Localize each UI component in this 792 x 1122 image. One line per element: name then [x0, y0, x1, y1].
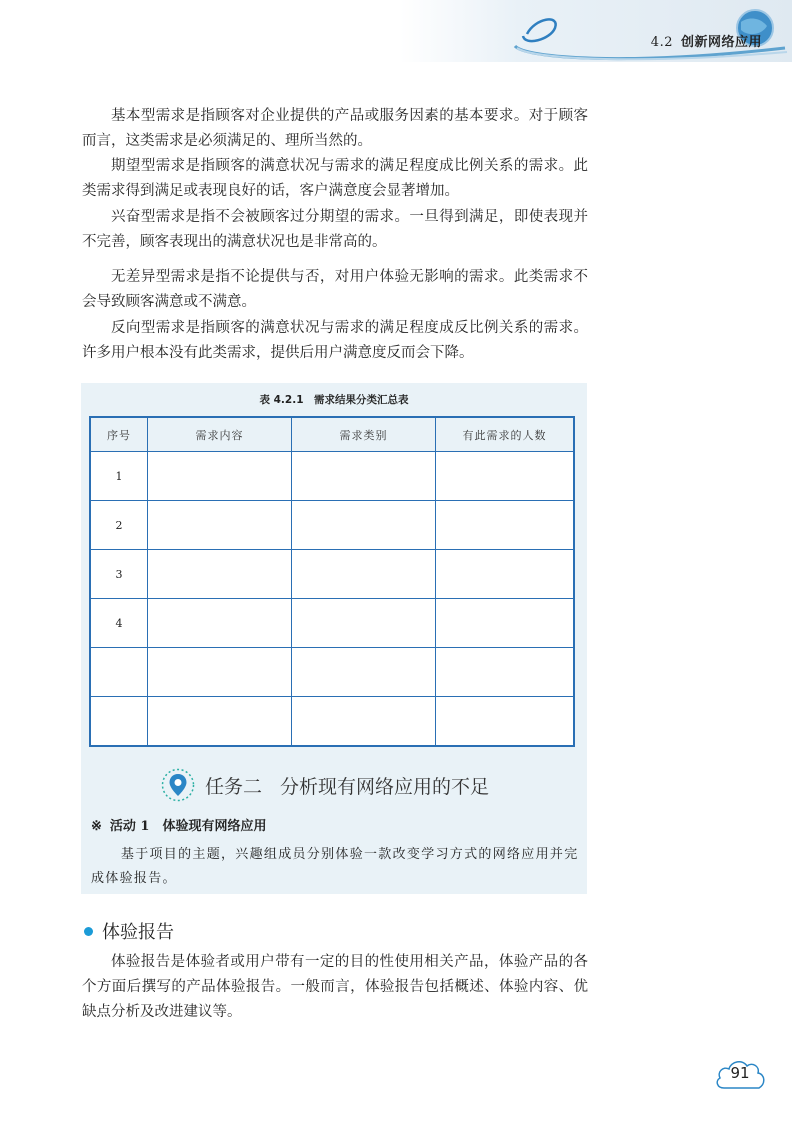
table-cell[interactable] — [148, 599, 292, 648]
table-cell: 1 — [90, 452, 148, 501]
paragraph-expected-need: 期望型需求是指顾客的满意状况与需求的满足程度成比例关系的需求。此类需求得到满足或表现良好的话，客户满意度会显著增加。 — [82, 158, 588, 199]
table-cell[interactable] — [292, 452, 436, 501]
section-heading — [84, 918, 174, 944]
table-cell[interactable] — [436, 452, 575, 501]
activity-heading — [91, 815, 266, 834]
activity-title: 活动 1 体验现有网络应用 — [109, 819, 267, 834]
table-cell[interactable] — [436, 697, 575, 747]
paragraph-exciting-need: 兴奋型需求是指不会被顾客过分期望的需求。一旦得到满足，即使表现并不完善，顾客表现出的满意状况也是非常高的。 — [82, 209, 588, 250]
table-cell[interactable] — [292, 599, 436, 648]
table-header-cell: 有此需求的人数 — [436, 417, 575, 452]
table-cell: 2 — [90, 501, 148, 550]
table-row — [90, 550, 574, 599]
table-row — [90, 452, 574, 501]
task-label: 任务二 — [205, 775, 263, 798]
table-cell[interactable] — [292, 550, 436, 599]
table-cell[interactable] — [292, 501, 436, 550]
running-header — [651, 31, 762, 50]
table-cell — [90, 697, 148, 747]
header-section-number: 4.2 — [650, 35, 673, 50]
reference-mark: ※ — [91, 819, 102, 834]
header-section-title: 创新网络应用 — [680, 35, 762, 50]
task-panel — [81, 383, 587, 894]
table-cell: 3 — [90, 550, 148, 599]
table-cell[interactable] — [148, 697, 292, 747]
table-cell[interactable] — [292, 697, 436, 747]
table-header-cell: 需求内容 — [148, 417, 292, 452]
paragraph-basic-need: 基本型需求是指顾客对企业提供的产品或服务因素的基本要求。对于顾客而言，这类需求是必须满足的、理所当然的。 — [82, 108, 588, 149]
table-row — [90, 697, 574, 747]
table-header-row — [90, 417, 574, 452]
table-cell[interactable] — [436, 550, 575, 599]
table-cell[interactable] — [148, 648, 292, 697]
table-row — [90, 648, 574, 697]
requirements-table — [89, 416, 575, 747]
table-cell[interactable] — [436, 599, 575, 648]
table-cell[interactable] — [148, 452, 292, 501]
table-cell[interactable] — [292, 648, 436, 697]
page-number-badge — [712, 1054, 768, 1092]
table-header-cell: 需求类别 — [292, 417, 436, 452]
table-caption: 表 4.2.1 需求结果分类汇总表 — [259, 394, 409, 406]
table-cell[interactable] — [436, 501, 575, 550]
activity-description: 基于项目的主题，兴趣组成员分别体验一款改变学习方式的网络应用并完成体验报告。 — [91, 847, 579, 886]
section-title: 体验报告 — [102, 922, 174, 943]
table-cell[interactable] — [148, 501, 292, 550]
table-cell — [90, 648, 148, 697]
paragraph-reverse-need: 反向型需求是指顾客的满意状况与需求的满足程度成反比例关系的需求。许多用户根本没有此类需求，提供后用户满意度反而会下降。 — [82, 320, 588, 361]
bullet-dot-icon — [84, 927, 93, 936]
paragraph-indifferent-need: 无差异型需求是指不论提供与否，对用户体验无影响的需求。此类需求不会导致顾客满意或不满意。 — [82, 269, 588, 310]
task-heading — [161, 768, 489, 802]
table-cell[interactable] — [436, 648, 575, 697]
table-header-cell: 序号 — [90, 417, 148, 452]
section-paragraph: 体验报告是体验者或用户带有一定的目的性使用相关产品，体验产品的各个方面后撰写的产品体验报告。一般而言，体验报告包括概述、体验内容、优缺点分析及改进建议等。 — [82, 954, 588, 1020]
table-cell: 4 — [90, 599, 148, 648]
page-number: 91 — [730, 1064, 750, 1082]
location-pin-icon — [161, 768, 195, 802]
task-title: 分析现有网络应用的不足 — [280, 775, 490, 798]
table-row — [90, 599, 574, 648]
table-row — [90, 501, 574, 550]
table-cell[interactable] — [148, 550, 292, 599]
